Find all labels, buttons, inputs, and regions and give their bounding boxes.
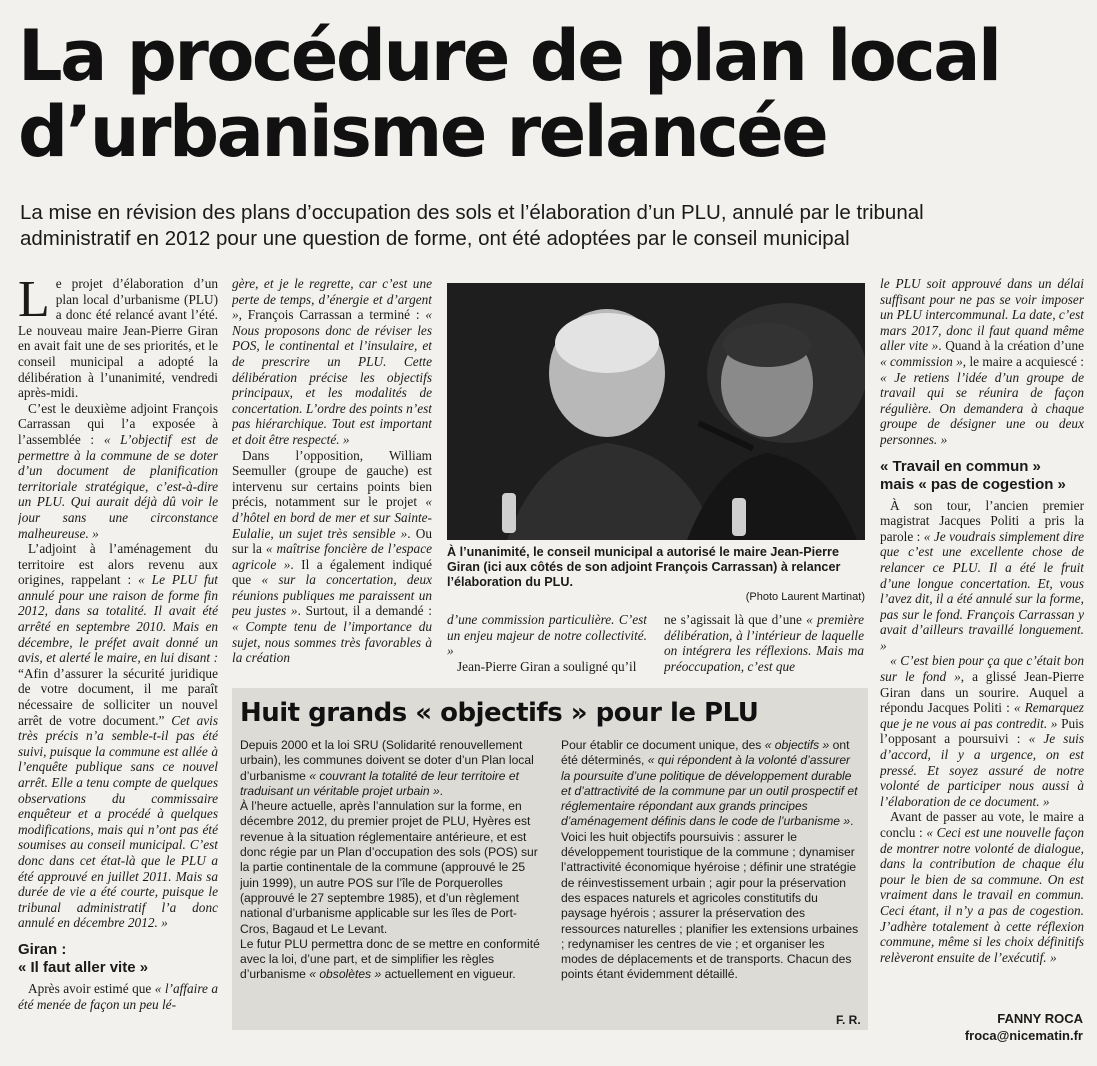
intertitle: « Travail en commun » mais « pas de cogestion »: [880, 457, 1066, 493]
article-column-4: [664, 612, 864, 682]
drop-cap: L: [18, 276, 50, 328]
headline-line-2: d’urbanisme relancée: [18, 91, 827, 173]
paragraph: « C’est bien pour ça que c’était bon sur le fond », a glissé Jean-Pierre Giran dans un sourire. Auquel a répondu Jacques Politi : « Remarquez que je ne vous ai pas contredit. » Puis l’opposant a poursuivi : « Je suis d’accord, il y a urgence, on est pressé. Et soyez assuré de notre volonté de participer nous aussi à l’élaboration de ce document. »: [880, 653, 1084, 809]
sidebar-box-signature: F. R.: [836, 1013, 861, 1027]
article-column-1: [18, 276, 218, 1036]
paragraph: C’est le deuxième adjoint François Carrassan qui l’a exposée à l’assemblée : « L’objectif est de permettre à la commune de se doter d’un document de planification territoriale stratégique, c’est-à-dire un PLU. Qui aurait déjà dû voir le jour sans une circonstance malheureuse. »: [18, 400, 218, 541]
paragraph: ne s’agissait là que d’une « première délibération, à l’intérieur de laquelle on intégrera les réflexions. Mais ma préoccupation, c’est que: [664, 612, 864, 674]
sidebar-box-column-right: [561, 738, 861, 1013]
paragraph: Dans l’opposition, William Seemuller (groupe de gauche) est intervenu sur certains points bien précis, notamment sur le projet « d’hôtel en bord de mer et sur Sainte-Eulalie, un sujet très sensible ». Ou sur la « maîtrise foncière de l’espace agricole ». Il a également indiqué que « sur la concertation, deux réunions publiques me paraissent un peu justes ». Surtout, il a demandé : « Compte tenu de l’importance du sujet, nous sommes très favorables à la création: [232, 447, 432, 666]
intertitle: Giran : « Il faut aller vite »: [18, 940, 149, 976]
paragraph: Pour établir ce document unique, des « objectifs » ont été déterminés, « qui répondent à la volonté d’assurer la poursuite d’une politique de développement durable et d’attractivité de la commune par un outil prospectif et réglementaire répondant aux grands principes d’aménagement définis dans le code de l’urbanisme ».: [561, 738, 858, 829]
paragraph: Le projet d’élaboration d’un plan local d’urbanisme (PLU) a donc été relancé avant l’été. Le nouveau maire Jean-Pierre Giran en avait fait une de ses priorités, et le conseil municipal a adopté la délibération à l’unanimité, vendredi après-midi.: [18, 276, 218, 401]
headline-line-1: La procédure de plan local: [18, 15, 1000, 97]
paragraph: Depuis 2000 et la loi SRU (Solidarité renouvellement urbain), les communes doivent se doter d’un Plan local d’urbanisme « couvrant la totalité de leur territoire et traduisant un véritable projet urbain ».: [240, 738, 534, 798]
paragraph: Le futur PLU permettra donc de se mettre en conformité avec la loi, d’une part, et de simplifier les règles d’urbanisme « obsolètes » actuellement en vigueur.: [240, 936, 540, 982]
author-email: froca@nicematin.fr: [964, 1028, 1083, 1043]
subhead-line-2: administratif en 2012 pour une question de forme, ont été adoptées par le conseil municipal: [20, 227, 850, 250]
paragraph: Jean-Pierre Giran a souligné qu’il: [457, 658, 637, 674]
paragraph: L’adjoint à l’aménagement du territoire est alors revenu aux origines, rappelant : « Le PLU fut annulé pour une raison de forme fin 2012, dans sa totalité. Il avait été arrêté en septembre 2010. Mais en décembre, le préfet avait donné un avis, et alerté le maire, en lui disant : “Afin d’assurer la sécurité juridique de votre document, il me paraît nécessaire de solliciter un nouvel arrêt de votre document.” Cet avis très précis n’a semble-t-il pas été suivi, puisque la commune est allée à l’enquête publique sans ce nouvel arrêt. Elle a tenu compte de quelques observations du commissaire enquêteur et a procédé à quelques modifications, mais qui n’ont pas été soumises au conseil municipal. C’est donc dans cet état-là que le PLU a été approuvé en juillet 2011. Mais sa durée de vie a été courte, puisque le tribunal administratif l’a donc annulé en décembre 2012. »: [18, 541, 218, 931]
caption-text: À l’unanimité, le conseil municipal a autorisé le maire Jean-Pierre Giran (ici aux côtés de son adjoint François Carrassan) à relancer l’élaboration du PLU.: [447, 545, 841, 589]
paragraph: le PLU soit approuvé dans un délai suffisant pour ne pas se voir imposer un PLU intercommunal. La date, c’est mars 2017, donc il faut quand même aller vite ». Quand à la création d’une « commission », le maire a acquiescé : « Je retiens l’idée d’un groupe de travail qui se réunira de façon régulière. On demandera à chaque groupe de désigner une ou deux personnes. »: [880, 276, 1084, 447]
author-name: FANNY ROCA: [997, 1011, 1083, 1026]
photo-credit: (Photo Laurent Martinat): [745, 591, 865, 603]
subhead-line-1: La mise en révision des plans d’occupation des sols et l’élaboration d’un PLU, annulé par le tribunal: [20, 201, 924, 224]
paragraph: Après avoir estimé que « l’affaire a été menée de façon un peu lé-: [18, 980, 218, 1012]
paragraph: Voici les huit objectifs poursuivis : assurer le développement touristique de la commune ; dynamiser l’attractivité économique hyéroise ; définir une stratégie de réinvestissement urbain ; agir pour la préservation des espaces naturels et agricoles constitutifs du paysage hyérois ; assurer la préservation des ressources naturelles ; planifier les extensions urbaines ; redynamiser les centres de vie ; et organiser les modes de déplacements et de transports. Chacun des points étant évidemment détaillé.: [561, 829, 859, 982]
article-photo: [447, 283, 865, 540]
article-column-2: [232, 276, 432, 678]
photo-illustration: [447, 283, 865, 540]
paragraph: Avant de passer au vote, le maire a conclu : « Ceci est une nouvelle façon de montrer notre volonté de dialogue, dans la contribution de chaque élu pour le bien de sa commune. On est vraiment dans le travail en commun. Ceci étant, il n’y a pas de cogestion. J’adhère totalement à cette réflexion commune, même si les choix définitifs relèveront ensuite de l’exécutif. »: [880, 809, 1084, 965]
headline: [18, 15, 1088, 173]
article-column-5: [880, 276, 1084, 1004]
paragraph: gère, et je le regrette, car c’est une perte de temps, d’énergie et d’argent », François Carrassan a terminé : « Nous proposons donc de réviser les POS, le continental et l’insulaire, et de prescrire un PLU. Cette délibération précise les objectifs principaux, et les modalités de concertation. L’ordre des points n’est pas hiérarchique. Tout est important et doit être respecté. »: [232, 276, 432, 447]
article-column-3: [447, 612, 647, 682]
paragraph: À son tour, l’ancien premier magistrat Jacques Politi a pris la parole : « Je voudrais simplement dire que c’est une excellente chose de relancer ce PLU. Il a été le fruit d’une longue concertation. Et, vous l’avez dit, il a été annulé sur la forme, pas sur le fond. François Carrassan y avait d’ailleurs travaillé longuement. »: [880, 497, 1084, 653]
sidebar-box-column-left: [240, 738, 545, 1026]
subhead: [20, 200, 1090, 252]
photo-caption: [447, 545, 865, 605]
author-signature: [965, 1010, 1083, 1044]
paragraph: d’une commission particulière. C’est un enjeu majeur de notre collectivité. »: [447, 612, 647, 659]
paragraph: À l’heure actuelle, après l’annulation sur la forme, en décembre 2012, du premier projet de PLU, Hyères est revenue à la situation réglementaire antérieure, et est donc régie par un Plan d’occupation des sols (POS) sur la partie continentale de la commune (approuvé le 25 juin 1999), un autre POS sur l’île de Porquerolles (approuvé le 27 septembre 1985), et d’un règlement national d’urbanisme applicable sur les îles de Port-Cros, Bagaud et Le Levant.: [240, 799, 538, 936]
sidebar-box-title: Huit grands « objectifs » pour le PLU: [240, 698, 759, 728]
